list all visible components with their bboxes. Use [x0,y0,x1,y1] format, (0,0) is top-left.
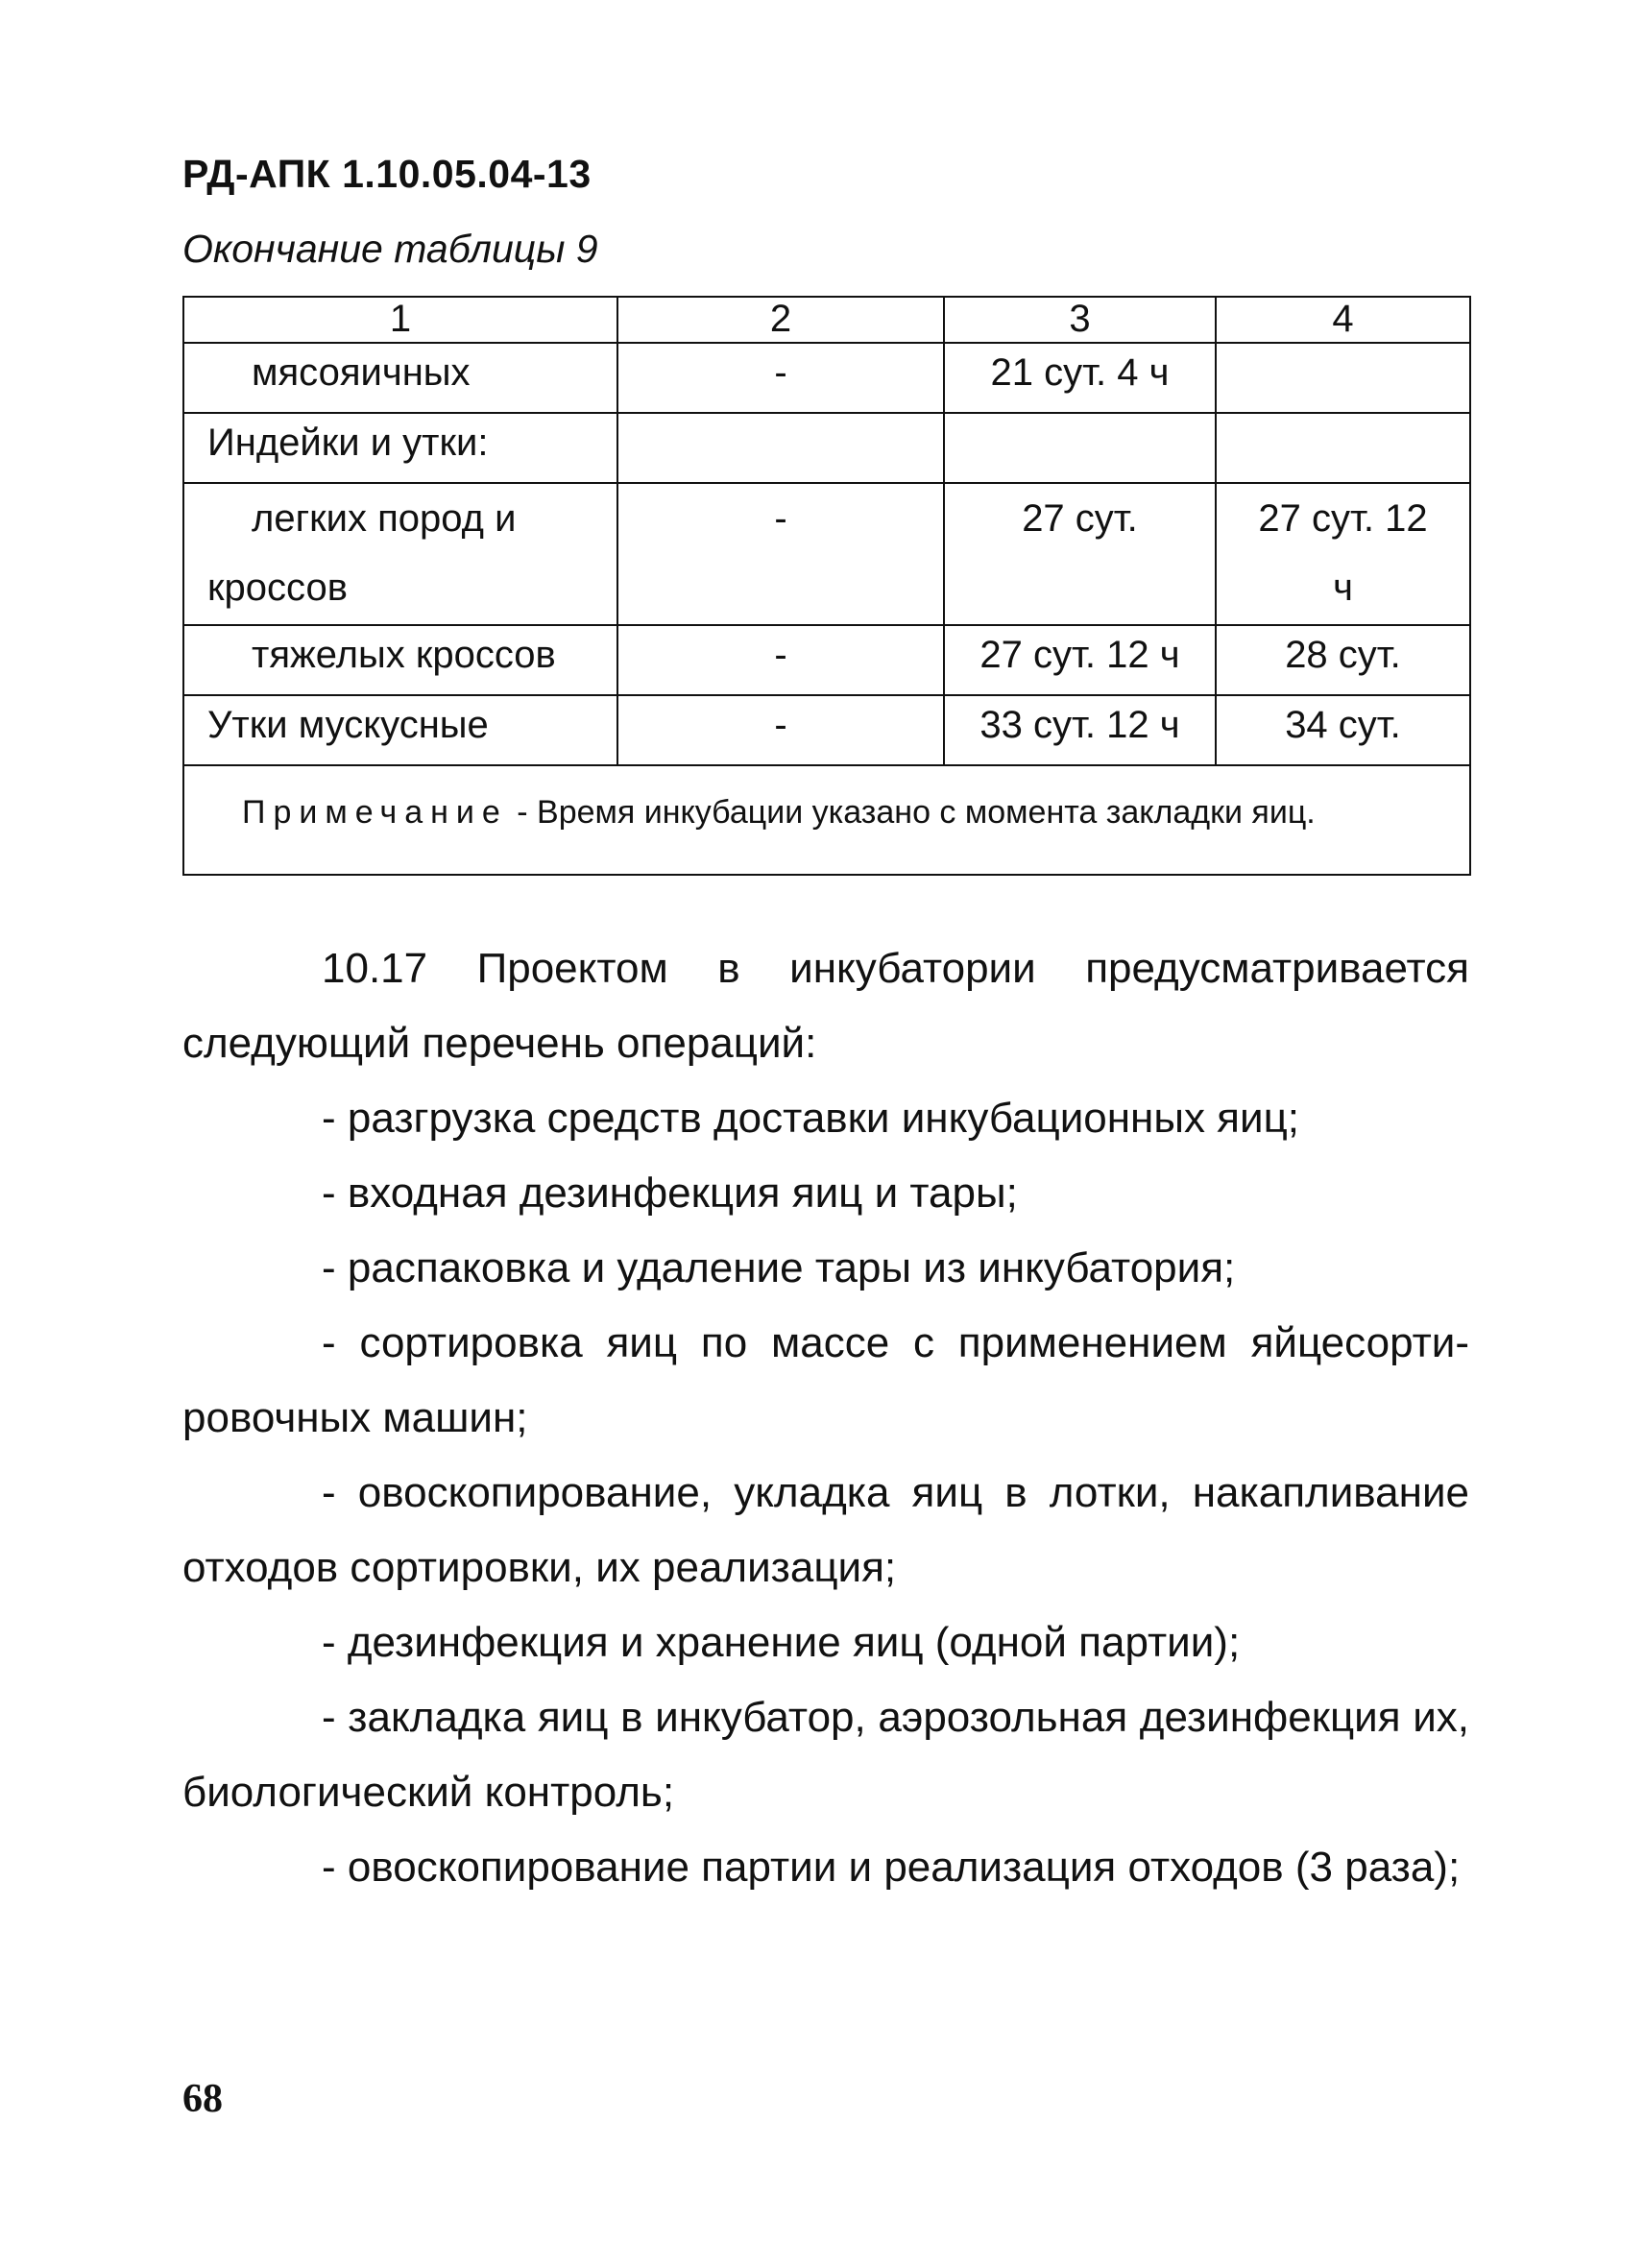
document-code: РД-АПК 1.10.05.04-13 [182,152,592,196]
paragraph: - овоскопирование, укладка яиц в лотки, накапливание отходов сортировки, их реализация; [182,1469,1469,1591]
table-header-row [183,297,1470,343]
paragraph: 10.17 Проектом в инкубатории предусматривается следующий перечень операций: [182,945,1469,1067]
table-cell: 27 сут. [944,483,1216,625]
table-cell [1216,413,1470,483]
table-note-row [183,765,1470,875]
table-cell [944,413,1216,483]
paragraph: - входная дезинфекция яиц и тары; [322,1170,1018,1217]
paragraph: - сортировка яиц по массе с применением яйцесорти-ровочных машин; [182,1319,1469,1441]
column-header: 3 [944,297,1216,343]
table-row [183,343,1470,413]
table-cell: 28 сут. [1216,625,1470,695]
table-cell [1216,343,1470,413]
table-cell [1216,483,1470,625]
table-cell: 27 сут. 12 ч [944,625,1216,695]
table-caption: Окончание таблицы 9 [182,227,598,271]
table-cell: - [617,625,944,695]
table-cell: тяжелых кроссов [183,625,617,695]
paragraph: - распаковка и удаление тары из инкубатория; [322,1244,1236,1291]
paragraph: - разгрузка средств доставки инкубационных яиц; [322,1095,1300,1142]
table-cell [617,413,944,483]
column-header: 2 [617,297,944,343]
note-label: Примечание [242,794,508,831]
body-text [182,931,1469,1905]
table-row [183,625,1470,695]
table-cell: - [617,343,944,413]
cell-line: кроссов [207,567,348,609]
note-text: - Время инкубации указано с момента закладки яиц. [507,794,1316,831]
paragraph: - закладка яиц в инкубатор, аэрозольная дезинфекция их, биологический контроль; [182,1694,1469,1816]
page-number: 68 [182,2077,223,2121]
incubation-table [182,296,1471,876]
table-note [183,765,1470,875]
paragraph: - овоскопирование партии и реализация отходов (3 раза); [322,1844,1461,1891]
table-cell: - [617,483,944,625]
table-cell: 33 сут. 12 ч [944,695,1216,765]
table-cell: Утки мускусные [183,695,617,765]
paragraph: - дезинфекция и хранение яиц (одной партии); [322,1619,1241,1666]
column-header: 1 [183,297,617,343]
column-header: 4 [1216,297,1470,343]
cell-line: легких пород и [252,497,517,540]
table-row [183,695,1470,765]
table-cell: 21 сут. 4 ч [944,343,1216,413]
cell-line: 27 сут. 12 [1258,497,1428,540]
table-cell: 34 сут. [1216,695,1470,765]
table-cell: Индейки и утки: [183,413,617,483]
table-cell [183,483,617,625]
table-row [183,413,1470,483]
table-cell: - [617,695,944,765]
cell-line: ч [1333,567,1353,609]
table-cell: мясояичных [183,343,617,413]
table-row [183,483,1470,625]
